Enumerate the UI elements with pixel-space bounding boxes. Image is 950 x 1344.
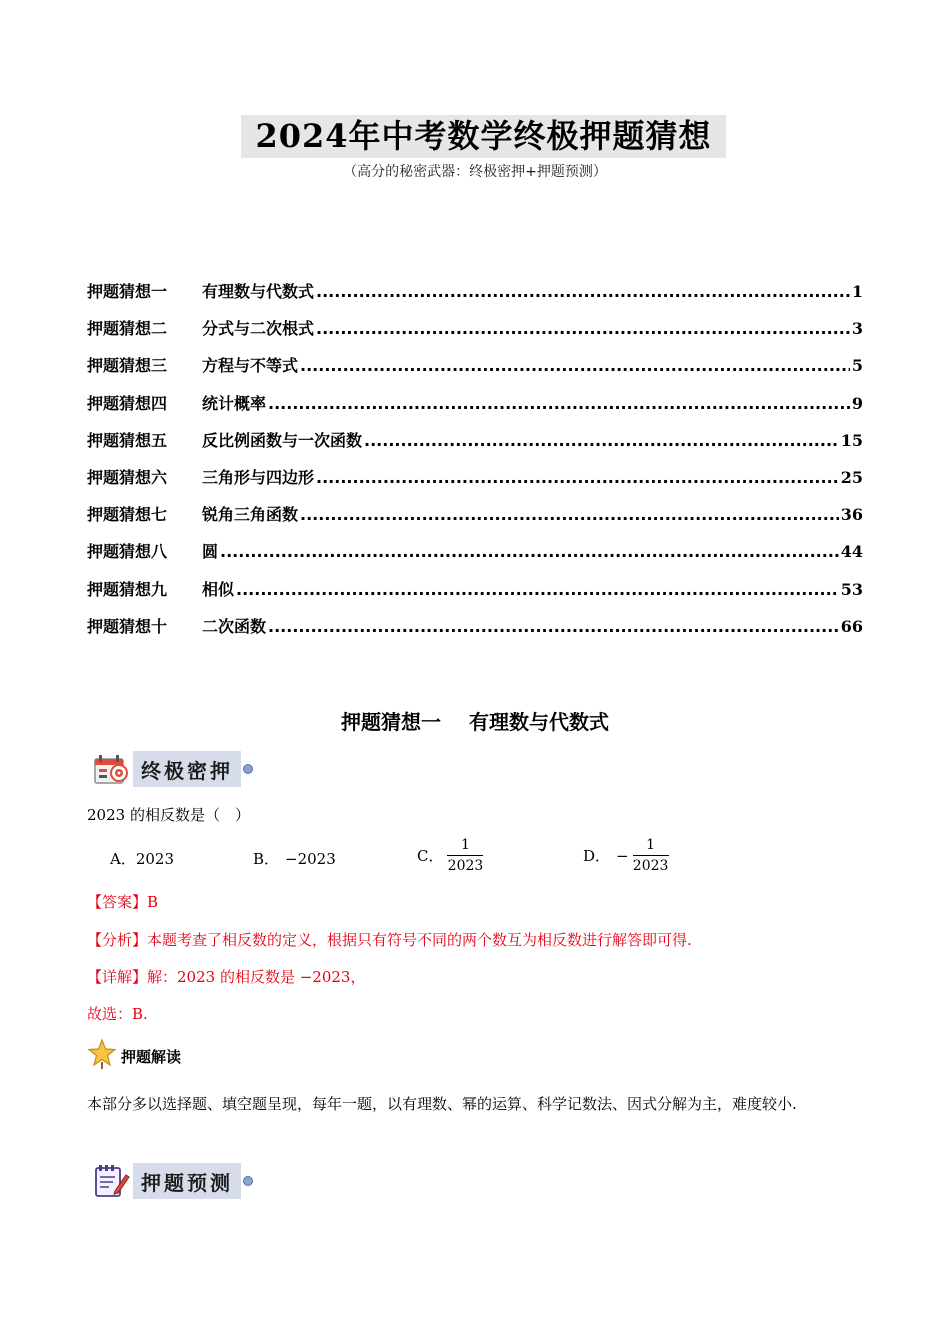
toc-topic: 统计概率: [202, 393, 267, 413]
badge-dot: [243, 764, 253, 774]
toc-number: 押题猜想七: [87, 505, 168, 525]
toc-leader-dots: [236, 580, 839, 599]
toc-number: 押题猜想四: [87, 393, 168, 413]
minus-sign: −: [616, 846, 629, 865]
document-subtitle: （高分的秘密武器：终极密押+押题预测）: [343, 164, 607, 180]
detail-text: 解：2023 的相反数是 −2023，: [147, 968, 366, 986]
title-highlight: [241, 115, 726, 158]
toc-page: 15: [840, 430, 863, 450]
fraction-numerator: 1: [646, 837, 656, 853]
final-prediction-badge: [93, 751, 253, 787]
toc-topic: 相似: [202, 579, 235, 599]
option-a: [110, 848, 174, 869]
fraction-numerator: 1: [461, 837, 470, 853]
section-topic: 有理数与代数式: [469, 710, 609, 734]
toc-topic: 反比例函数与一次函数: [202, 430, 363, 450]
toc-topic: 有理数与代数式: [202, 282, 315, 301]
toc-leader-dots: [220, 542, 839, 561]
toc-page: 66: [840, 616, 863, 636]
toc-topic: 二次函数: [202, 616, 267, 636]
tip-paragraph: 本部分多以选择题、填空题呈现，每年一题，以有理数、幂的运算、科学记数法、因式分解为主，难度较小.: [87, 1095, 797, 1113]
toc-row[interactable]: [87, 502, 863, 539]
toc-number: 押题猜想九: [87, 579, 168, 599]
toc-topic: 三角形与四边形: [202, 467, 315, 487]
toc-row[interactable]: [87, 391, 863, 428]
fraction: [633, 838, 669, 873]
toc-row[interactable]: [87, 353, 863, 390]
badge-label: 终极密押: [133, 751, 241, 787]
section-heading: [0, 706, 950, 735]
target-calendar-icon: [93, 751, 133, 787]
toc-page: 5: [851, 356, 863, 376]
question-text: 2023 的相反数是（ ）: [87, 806, 250, 824]
detail-line: [87, 966, 365, 987]
notepad-pen-icon: [93, 1163, 133, 1199]
analysis-text: 本题考查了相反数的定义，根据只有符号不同的两个数互为相反数进行解答即可得.: [147, 931, 692, 949]
tip-label: 押题解读: [121, 1047, 182, 1066]
option-c: [417, 838, 483, 873]
analysis-line: [87, 929, 692, 950]
toc-leader-dots: [268, 394, 850, 413]
prediction-badge: [93, 1163, 253, 1199]
toc-number: 押题猜想一: [87, 282, 168, 301]
analysis-tag: 【分析】: [87, 931, 148, 949]
toc-row[interactable]: [87, 539, 863, 576]
toc-number: 押题猜想二: [87, 319, 168, 339]
toc-number: 押题猜想五: [87, 430, 168, 450]
badge-label: 押题预测: [133, 1163, 241, 1199]
table-of-contents: [87, 279, 863, 651]
toc-leader-dots: [268, 617, 839, 636]
toc-topic: 锐角三角函数: [202, 505, 299, 525]
toc-topic: 分式与二次根式: [202, 319, 315, 339]
conclusion-line: 故选：B.: [87, 1005, 148, 1023]
section-number: 押题猜想一: [341, 710, 441, 734]
toc-page: 9: [851, 393, 863, 413]
toc-page: 3: [851, 319, 863, 339]
document-title: 2024年中考数学终极押题猜想: [255, 117, 712, 155]
toc-number: 押题猜想八: [87, 542, 168, 562]
fraction-denominator: 2023: [447, 858, 484, 874]
toc-topic: 圆: [202, 542, 219, 562]
option-label: C．: [417, 847, 444, 865]
toc-leader-dots: [300, 505, 839, 524]
detail-tag: 【详解】: [87, 968, 148, 986]
toc-topic: 方程与不等式: [202, 356, 299, 376]
option-value: 2023: [135, 849, 175, 868]
fraction-denominator: 2023: [632, 858, 669, 874]
tip-heading: [87, 1038, 181, 1074]
toc-page: 36: [840, 505, 863, 525]
toc-row[interactable]: [87, 577, 863, 614]
toc-leader-dots: [316, 319, 850, 338]
toc-number: 押题猜想六: [87, 467, 168, 487]
option-label: A．: [110, 850, 136, 868]
toc-page: 44: [840, 542, 863, 562]
star-icon: [87, 1038, 117, 1074]
badge-dot: [243, 1176, 253, 1186]
toc-leader-dots: [364, 431, 839, 450]
answer-value: B: [147, 893, 159, 911]
toc-row[interactable]: [87, 465, 863, 502]
toc-leader-dots: [316, 468, 839, 487]
toc-leader-dots: [316, 282, 850, 301]
answer-tag: 【答案】: [87, 893, 148, 911]
option-label: D．: [583, 847, 611, 865]
toc-leader-dots: [300, 356, 850, 375]
toc-page: 1: [851, 282, 863, 301]
toc-page: 25: [840, 467, 863, 487]
answer-line: [87, 891, 158, 912]
option-d: [583, 838, 669, 873]
toc-number: 押题猜想十: [87, 616, 168, 636]
option-b: [253, 848, 336, 869]
toc-row[interactable]: [87, 279, 863, 316]
option-value: −2023: [285, 849, 336, 868]
fraction: [447, 838, 483, 873]
option-label: B．: [253, 850, 280, 868]
toc-row[interactable]: [87, 428, 863, 465]
toc-page: 53: [840, 579, 863, 599]
toc-row[interactable]: [87, 614, 863, 651]
toc-row[interactable]: [87, 316, 863, 353]
toc-number: 押题猜想三: [87, 356, 168, 376]
